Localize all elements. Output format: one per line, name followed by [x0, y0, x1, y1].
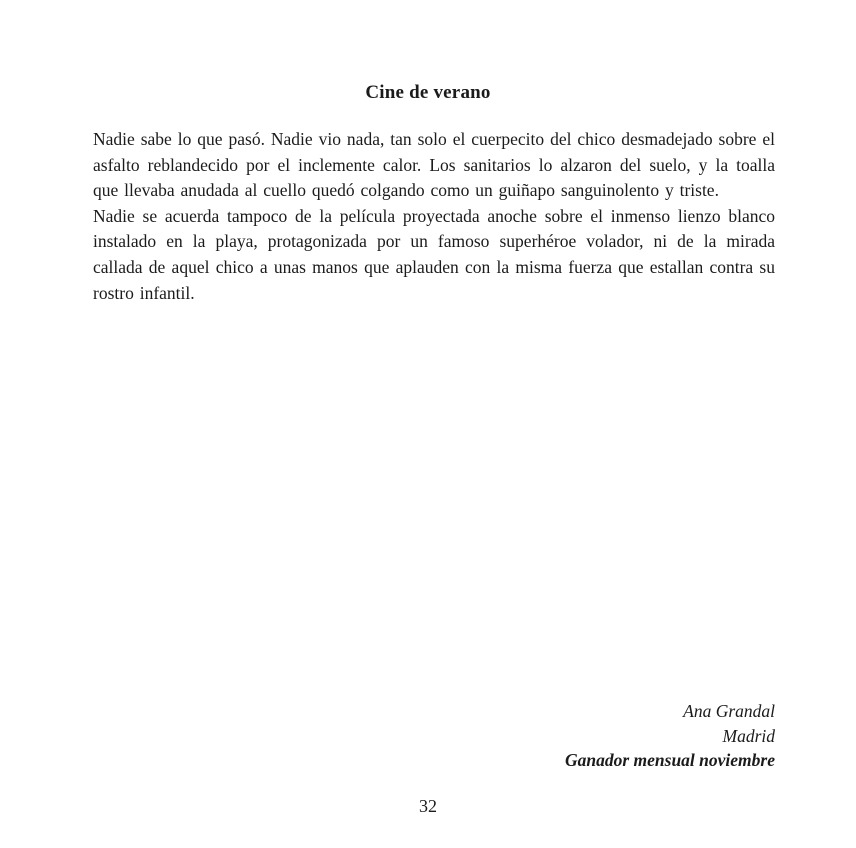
story-body [93, 127, 775, 306]
author-city: Madrid [722, 725, 775, 746]
story-paragraph-1: Nadie sabe lo que pasó. Nadie vio nada, tan solo el cuerpecito del chico desmadejado sobre el asfalto reblandecido por el inclemente calor. Los sanitarios lo alzaron del suelo, y la toalla que llevaba anudada al cuello quedó colgando como un guiñapo sanguinolento y triste. [93, 129, 775, 201]
story-paragraph-2: Nadie se acuerda tampoco de la película proyectada anoche sobre el inmenso lienzo blanco instalado en la playa, protagonizada por un famoso superhéroe volador, ni de la mirada callada de aquel chico a unas manos que aplauden con la misma fuerza que estallan contra su rostro infantil. [93, 205, 775, 303]
attribution-block [565, 699, 775, 773]
story-title: Cine de verano [365, 82, 491, 103]
page-number: 32 [419, 796, 437, 816]
author-name: Ana Grandal [683, 701, 775, 721]
award-label: Ganador mensual noviembre [564, 750, 775, 770]
